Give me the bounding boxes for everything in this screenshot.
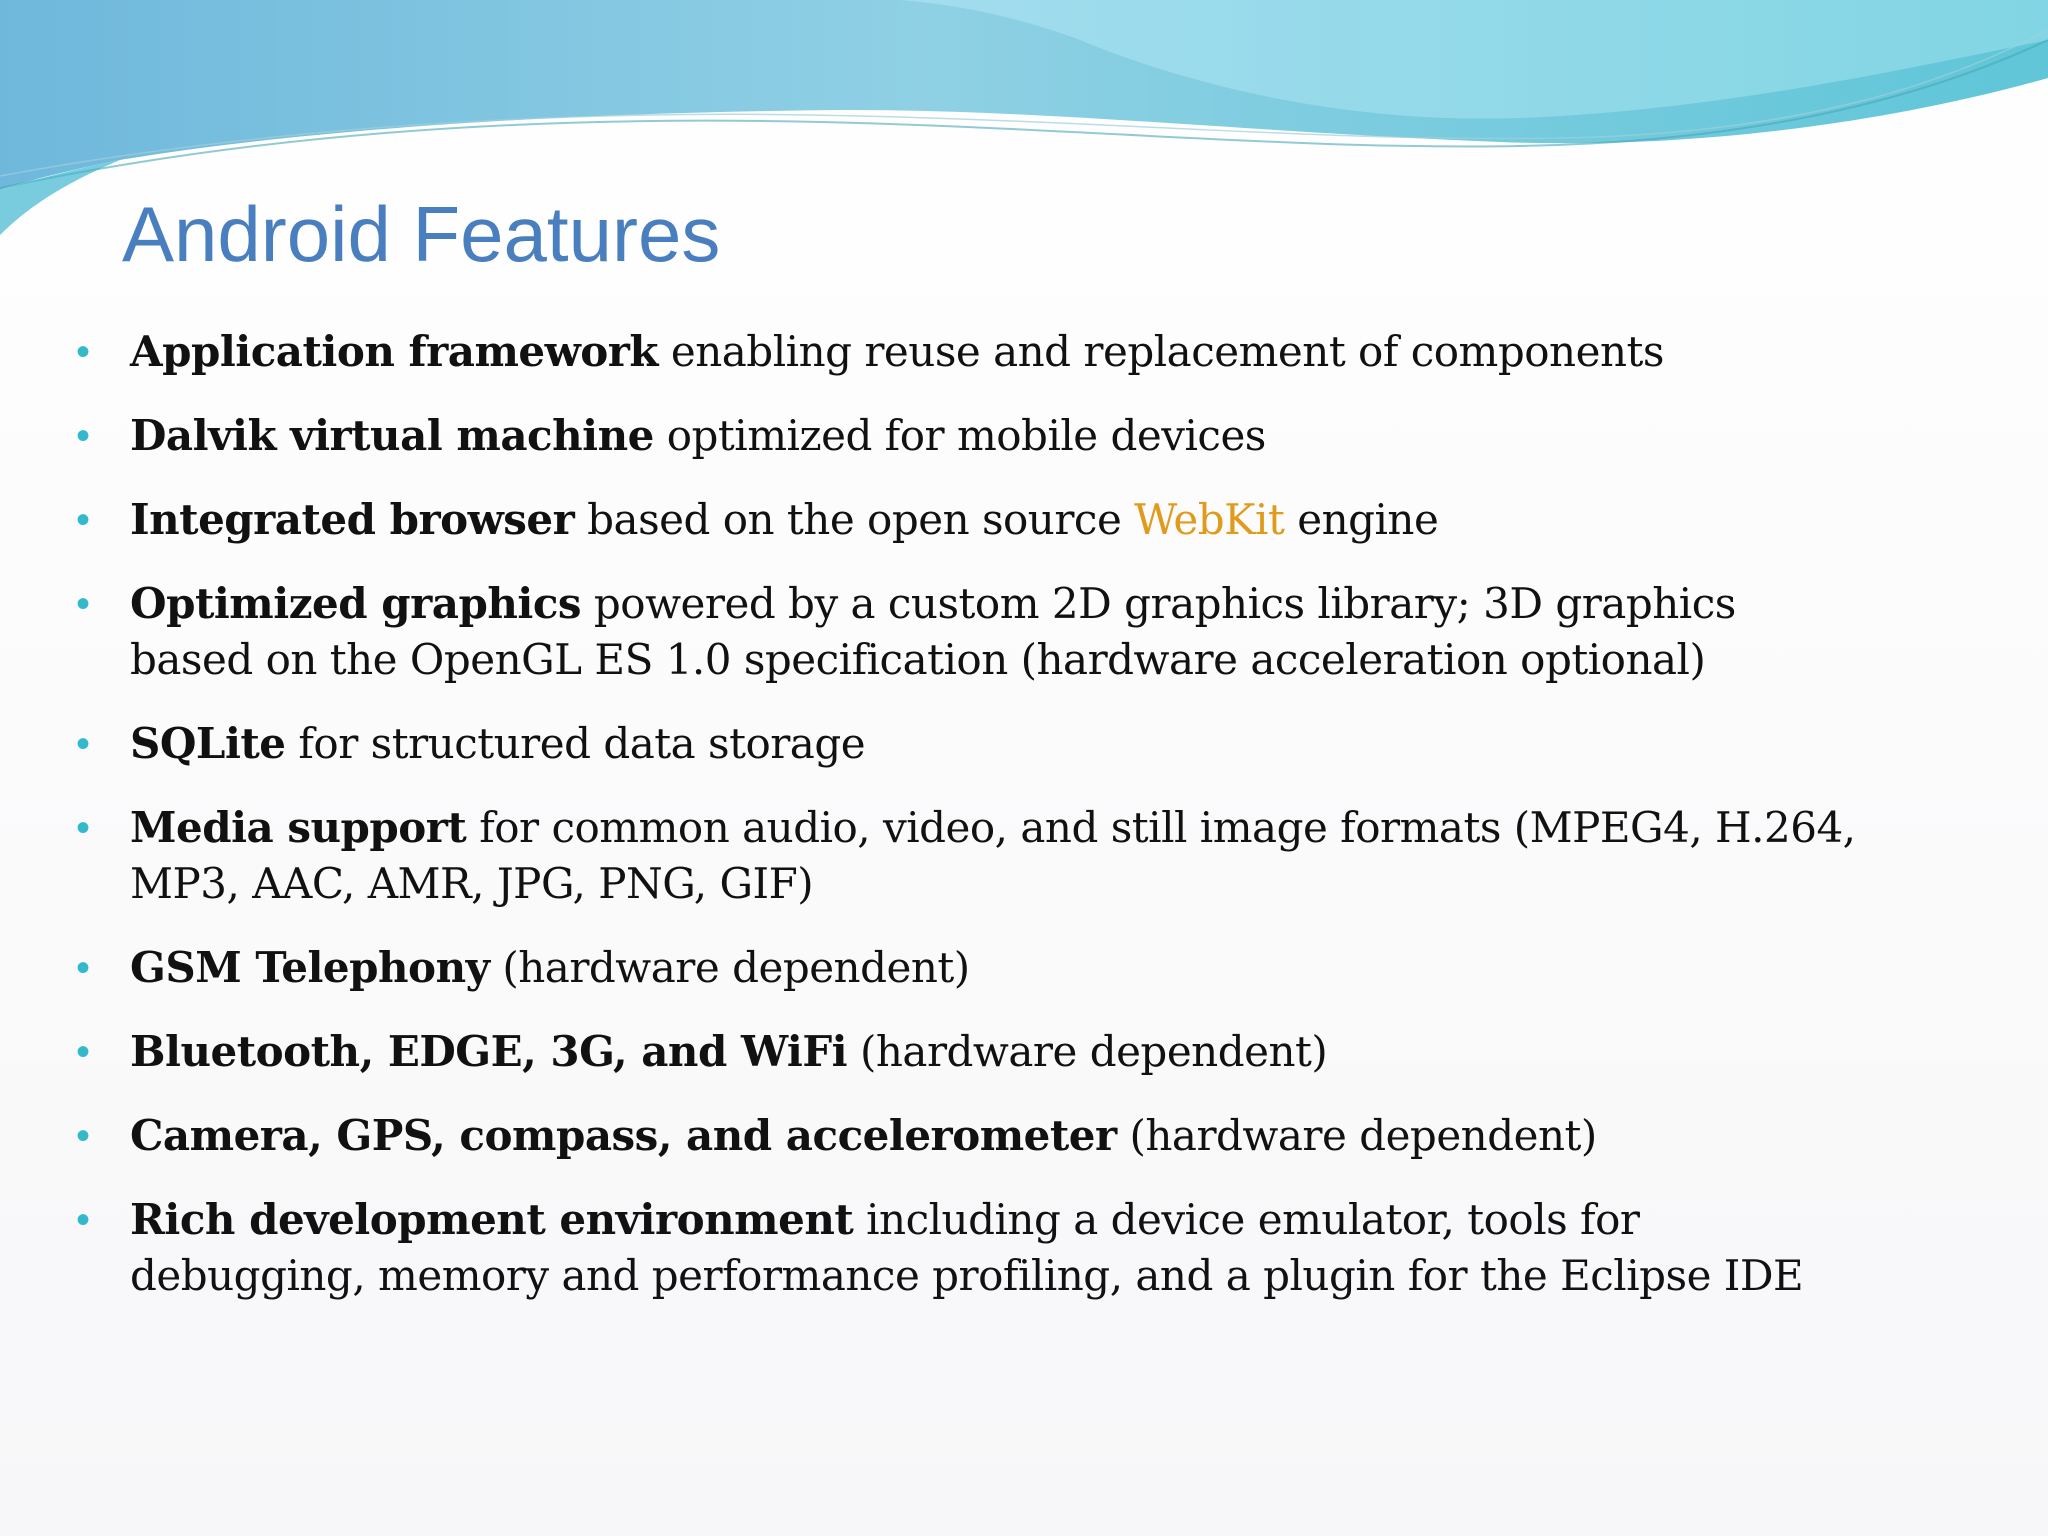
bullet-dot-icon: • — [76, 498, 90, 542]
feature-lead: Integrated browser — [130, 495, 575, 544]
feature-item-dev-environment — [0, 1192, 2048, 1304]
feature-lead: SQLite — [130, 719, 286, 768]
feature-text: optimized for mobile devices — [653, 411, 1266, 460]
feature-lead: Bluetooth, EDGE, 3G, and WiFi — [130, 1027, 848, 1076]
feature-text: powered by a custom 2D graphics library; 3D graphics based on the OpenGL ES 1.0 specification (hardware acceleration optional) — [130, 579, 1736, 684]
feature-item-gsm-telephony — [0, 940, 2048, 996]
feature-lead: Application framework — [130, 327, 659, 376]
bullet-dot-icon: • — [76, 1114, 90, 1158]
bullet-dot-icon: • — [76, 806, 90, 850]
feature-lead: Rich development environment — [130, 1195, 854, 1244]
slide-title: Android Features — [122, 190, 721, 278]
bullet-dot-icon: • — [76, 330, 90, 374]
feature-item-sensors — [0, 1108, 2048, 1164]
feature-item-optimized-graphics — [0, 576, 2048, 688]
bullet-dot-icon: • — [76, 414, 90, 458]
feature-text: (hardware dependent) — [847, 1027, 1328, 1076]
bullet-dot-icon: • — [76, 722, 90, 766]
bullet-dot-icon: • — [76, 582, 90, 626]
feature-item-dalvik — [0, 408, 2048, 464]
feature-item-media-support — [0, 800, 2048, 912]
feature-text: including a device emulator, tools for debugging, memory and performance profiling, and a plugin for the Eclipse IDE — [130, 1195, 1804, 1300]
feature-text: enabling reuse and replacement of components — [658, 327, 1664, 376]
feature-list — [0, 324, 2048, 1332]
feature-text: based on the open source — [574, 495, 1135, 544]
feature-item-connectivity — [0, 1024, 2048, 1080]
webkit-highlight: WebKit — [1134, 495, 1285, 544]
feature-item-application-framework — [0, 324, 2048, 380]
feature-text: for common audio, video, and still image formats (MPEG4, H.264, MP3, AAC, AMR, JPG, PNG, GIF) — [130, 803, 1856, 908]
bullet-dot-icon: • — [76, 1030, 90, 1074]
feature-lead: Camera, GPS, compass, and accelerometer — [130, 1111, 1117, 1160]
feature-text: for structured data storage — [285, 719, 866, 768]
feature-lead: Dalvik virtual machine — [130, 411, 654, 460]
feature-text-tail: engine — [1284, 495, 1439, 544]
feature-item-sqlite — [0, 716, 2048, 772]
feature-lead: GSM Telephony — [130, 943, 490, 992]
feature-lead: Media support — [130, 803, 467, 852]
feature-text: (hardware dependent) — [489, 943, 970, 992]
bullet-dot-icon: • — [76, 1198, 90, 1242]
feature-item-integrated-browser — [0, 492, 2048, 548]
bullet-dot-icon: • — [76, 946, 90, 990]
feature-lead: Optimized graphics — [130, 579, 582, 628]
feature-text: (hardware dependent) — [1116, 1111, 1597, 1160]
